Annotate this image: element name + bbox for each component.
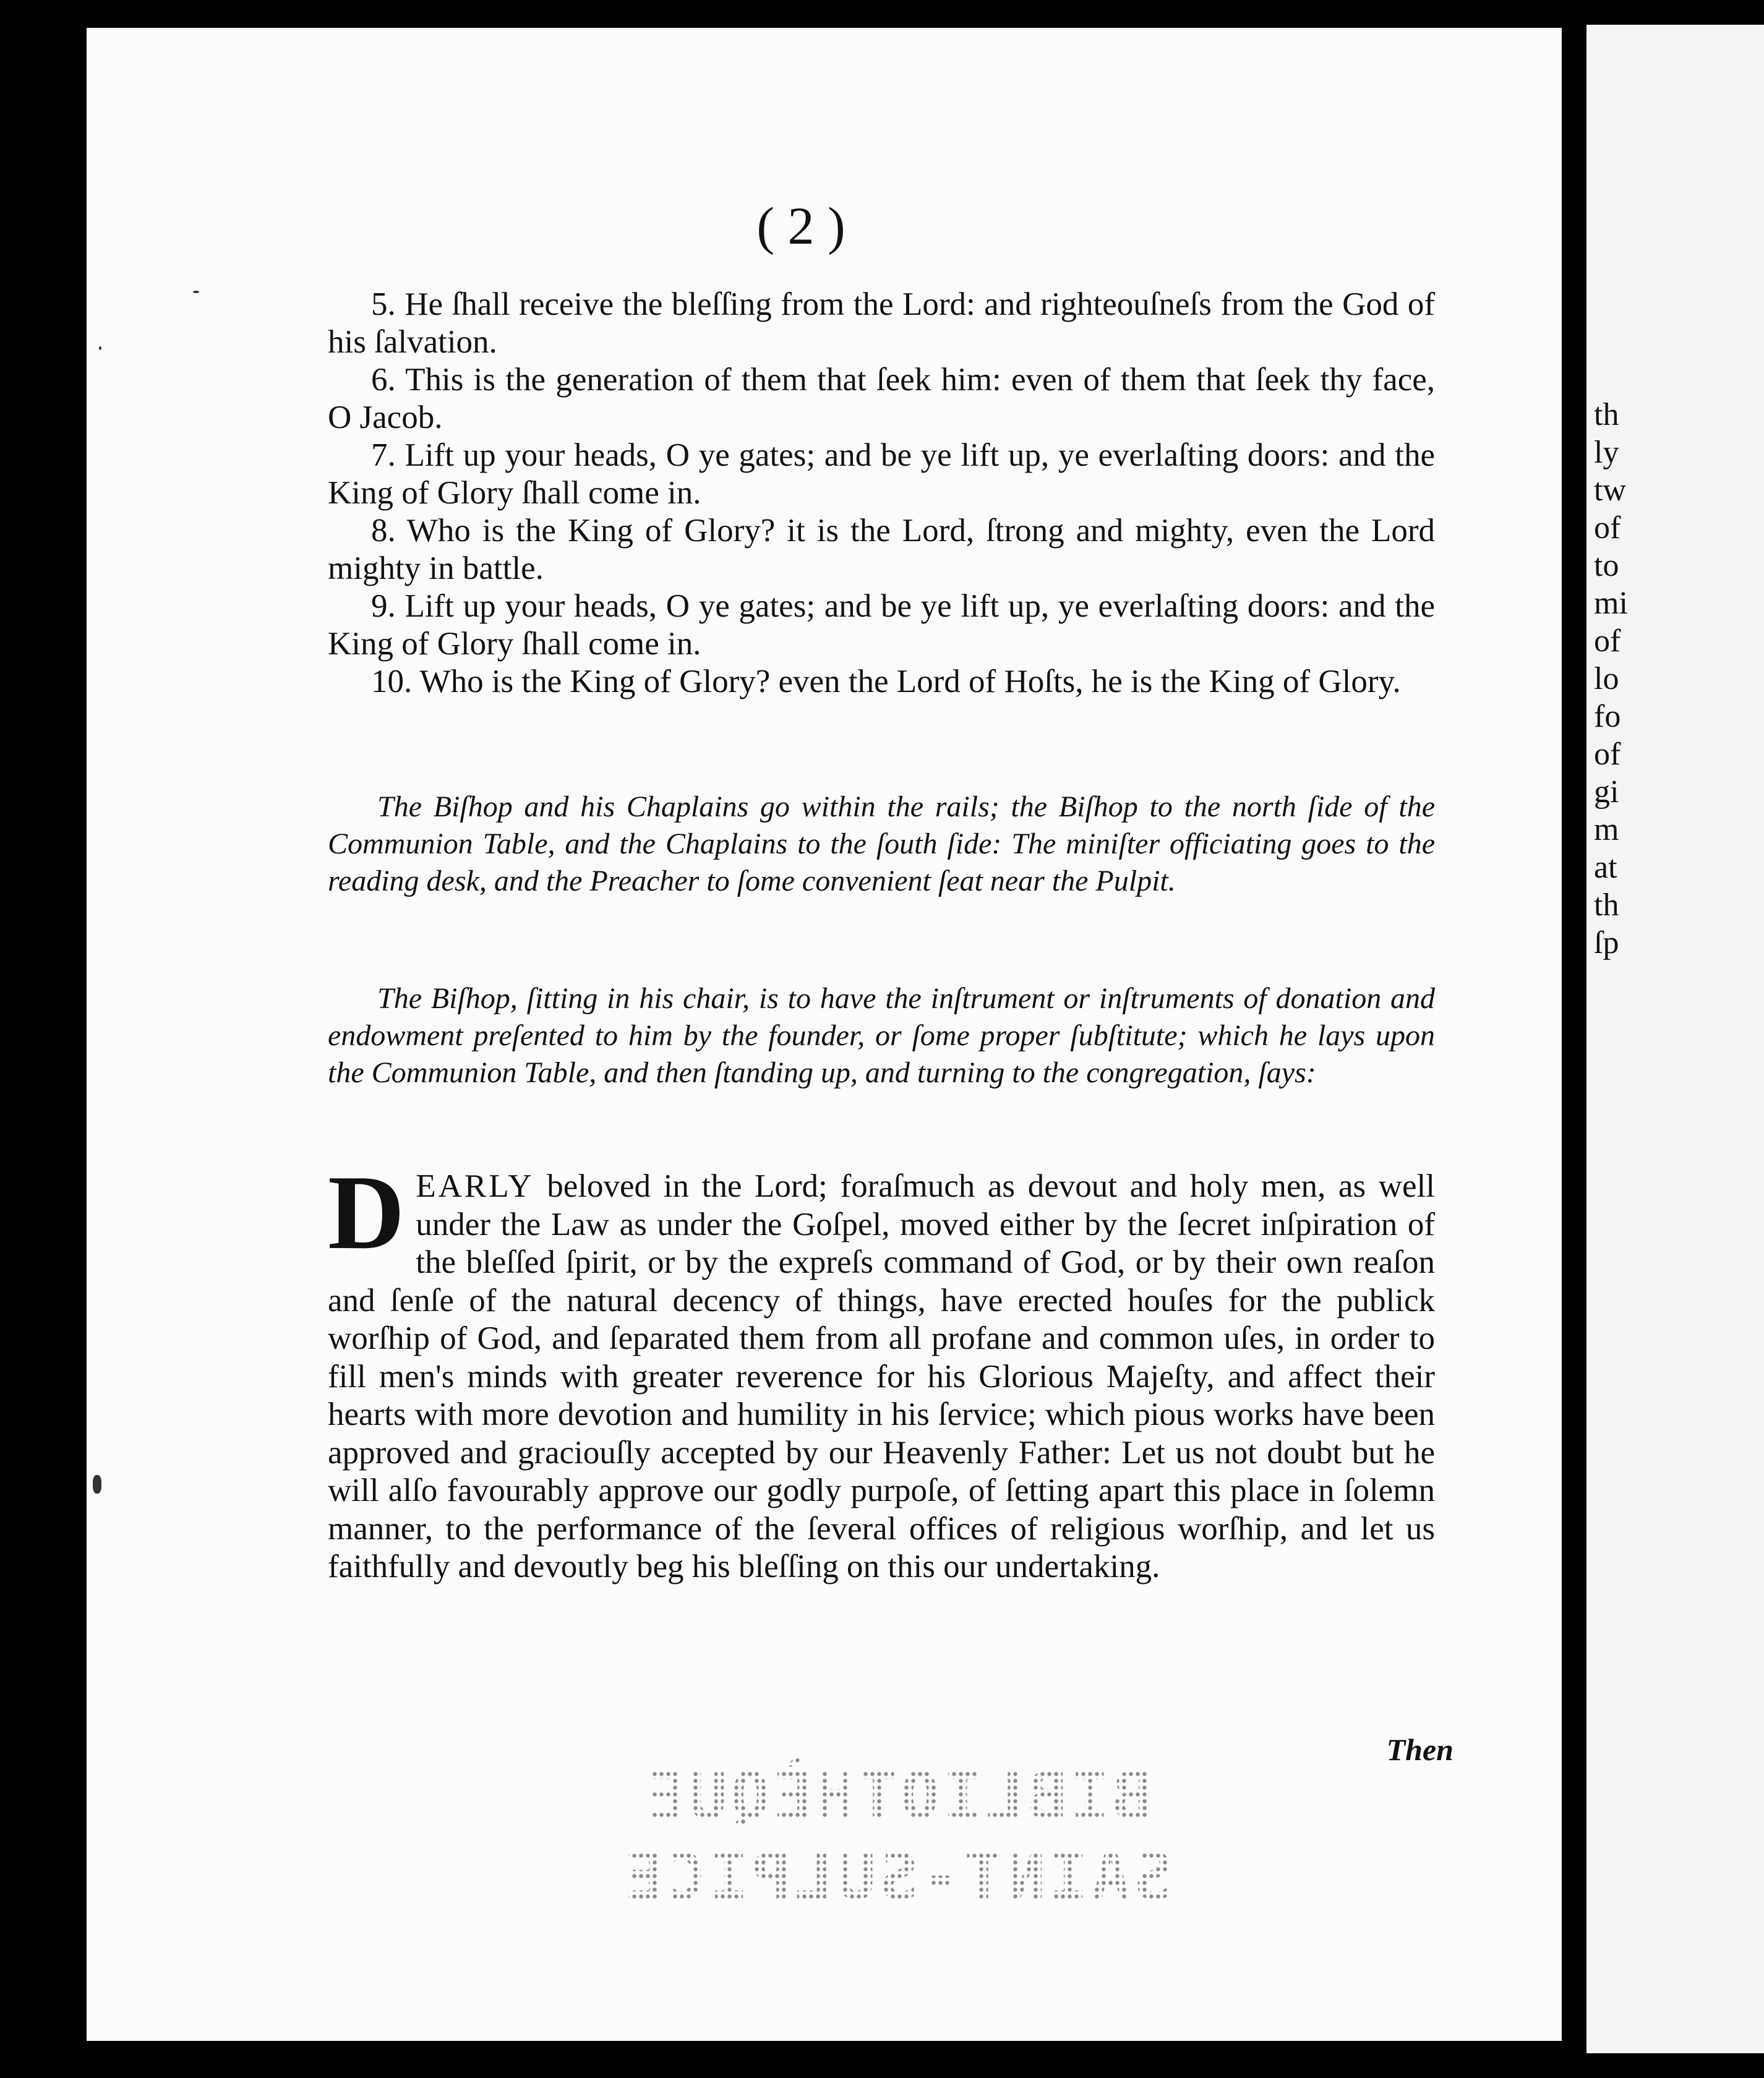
facing-fragment: fo — [1594, 699, 1621, 734]
stamp-line-2: SAINT-SULPICE — [621, 1839, 1173, 1914]
right-page-edge — [1586, 25, 1764, 2053]
page-number: ( 2 ) — [756, 196, 846, 255]
exhortation-opening: EARLY — [416, 1168, 534, 1204]
facing-fragment: th — [1594, 887, 1619, 923]
rubric-procession: The Biſhop and his Chaplains go within the rails; the Biſhop to the north ſide of the Communion Table, and the Chaplains to the ſouth ſide: The miniſter officiating goes to the reading desk, and the Preacher to ſome convenient ſeat near the Pulpit. — [328, 790, 1435, 897]
facing-fragment: of — [1594, 510, 1621, 545]
facing-fragment: of — [1594, 623, 1621, 659]
psalm-verse-5: 5. He ſhall receive the bleſſing from the Lord: and righteouſneſs from the God of his ſalvation. — [328, 286, 1435, 360]
exhortation — [328, 1154, 1435, 1586]
facing-fragment: mi — [1594, 586, 1628, 621]
facing-fragment: at — [1594, 850, 1617, 885]
psalm-verse-9: 9. Lift up your heads, O ye gates; and be ye lift up, ye everlaſting doors: and the King of Glory ſhall come in. — [328, 588, 1435, 662]
facing-fragment: ſp — [1594, 925, 1619, 960]
psalm-verse-8: 8. Who is the King of Glory? it is the Lord, ſtrong and mighty, even the Lord mighty in battle. — [328, 513, 1435, 586]
drop-cap: D — [328, 1154, 405, 1272]
stamp-line-1: BIBLIOTHÈQUE — [642, 1758, 1152, 1834]
facing-fragment: m — [1594, 812, 1619, 847]
exhortation-body: beloved in the Lord; foraſmuch as devout and holy men, as well under the Law as under the Goſpel, moved either by the ſecret inſpiration of the bleſſed ſpirit, or by the expreſs command of God, or by their own reaſon and ſenſe of the natural decency of things, have erected houſes for the publick worſhip of God, and ſeparated them from all profane and common uſes, in order to fill men's minds with greater reverence for his Glorious Majeſty, and affect their hearts with more devotion and humility in his ſervice; which pious works have been approved and graciouſly accepted by our Heavenly Father: Let us not doubt but he will alſo favourably approve our godly purpoſe, of ſetting apart this place in ſolemn manner, to the performance of the ſeveral offices of religious worſhip, and let us faithfully and devoutly beg his bleſſing on this our undertaking. — [328, 1168, 1435, 1584]
margin-speck — [99, 346, 101, 350]
facing-fragment: ly — [1594, 435, 1619, 470]
page-gutter — [1562, 0, 1586, 2078]
facing-fragment: gi — [1594, 774, 1619, 810]
catchword: Then — [1386, 1732, 1454, 1767]
psalm-verses — [328, 286, 1435, 701]
psalm-verse-10: 10. Who is the King of Glory? even the Lord of Hoſts, he is the King of Glory. — [371, 664, 1401, 699]
rubric-instruments: The Biſhop, ſitting in his chair, is to have the inſtrument or inſtruments of donation and endowment preſented to him by the founder, or ſome proper ſubſtitute; which he lays upon the Communion Table, and then ſtanding up, and turning to the congregation, ſays: — [328, 982, 1435, 1089]
psalm-verse-7: 7. Lift up your heads, O ye gates; and be ye lift up, ye everlaſting doors: and the King of Glory ſhall come in. — [328, 437, 1435, 511]
facing-fragment: tw — [1594, 472, 1626, 508]
facing-fragment: of — [1594, 737, 1621, 772]
facing-fragment: to — [1594, 548, 1619, 583]
margin-speck — [193, 291, 199, 293]
facing-fragment: th — [1594, 397, 1619, 432]
psalm-verse-6: 6. This is the generation of them that ſeek him: even of them that ſeek thy face, O Jacob. — [328, 362, 1435, 435]
margin-speck — [93, 1475, 101, 1494]
facing-fragment: lo — [1594, 661, 1619, 696]
library-stamp — [619, 1750, 1175, 1917]
